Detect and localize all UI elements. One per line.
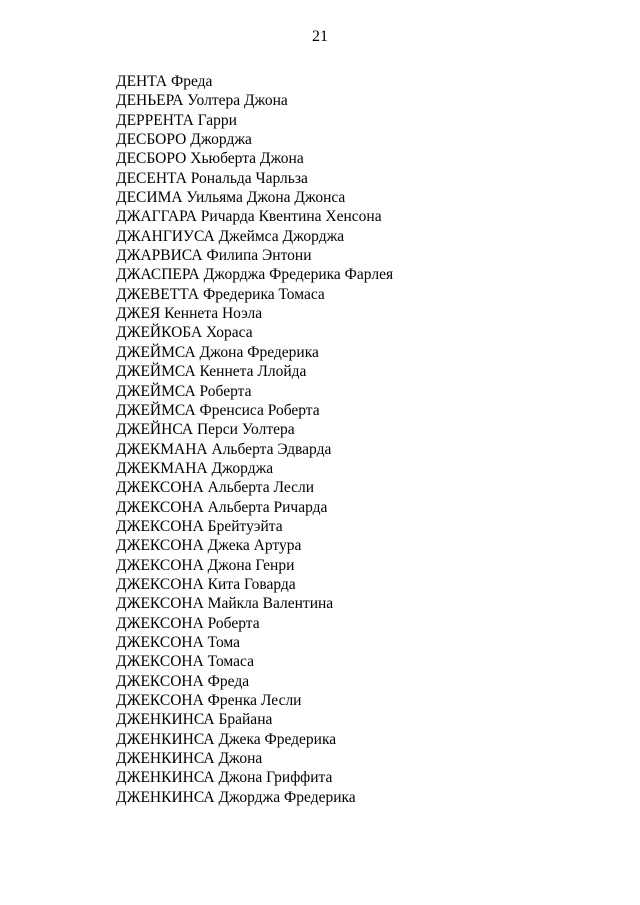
list-item: ДЖЕЙМСА Роберта [116,382,252,400]
list-item: ДЖЕКСОНА Альберта Лесли [116,479,315,497]
list-item: ДЖАНГИУСА Джеймса Джорджа [116,227,345,245]
list-item: ДЖАРВИСА Филипа Энтони [116,247,312,265]
list-item: ДЕСБОРО Джорджа [116,131,252,149]
list-item: ДЕНЬЕРА Уолтера Джона [116,92,288,110]
list-item: ДЖЕЙКОБА Хораса [116,324,253,342]
list-item: ДЖЕЯ Кеннета Ноэла [116,305,263,323]
list-item: ДЖЕКМАНА Джорджа [116,459,274,477]
list-item: ДЖАГГАРА Ричарда Квентина Хенсона [116,208,382,226]
list-item: ДЖЕЙМСА Джона Фредерика [116,343,319,361]
list-item: ДЖАСПЕРА Джорджа Фредерика Фарлея [116,266,394,284]
name-list [116,72,393,807]
list-item: ДЖЕНКИНСА Джорджа Фредерика [116,788,356,806]
list-item: ДЖЕЙНСА Перси Уолтера [116,421,295,439]
list-item: ДЖЕЙМСА Кеннета Ллойда [116,363,307,381]
list-item: ДЖЕКСОНА Брейтуэйта [116,517,283,535]
list-item: ДЖЕКСОНА Роберта [116,614,260,632]
page-number: 21 [312,28,328,45]
list-item: ДЖЕКСОНА Френка Лесли [116,692,302,709]
list-item: ДЖЕЙМСА Френсиса Роберта [116,401,320,419]
list-item: ДЕСИМА Уильяма Джона Джонса [116,189,346,207]
list-item: ДЖЕКСОНА Альберта Ричарда [116,498,328,516]
list-item: ДЕРРЕНТА Гарри [116,111,237,129]
list-item: ДЖЕНКИНСА Джона Гриффита [116,769,333,787]
list-item: ДЖЕКСОНА Джека Артура [116,537,302,555]
list-item: ДЕСЕНТА Рональда Чарльза [116,169,308,187]
list-item: ДЖЕВЕТТА Фредерика Томаса [116,285,325,303]
list-item: ДЖЕКСОНА Тома [116,633,241,651]
list-item: ДЖЕНКИНСА Джона [116,750,263,768]
list-item: ДЕНТА Фреда [116,73,213,90]
list-item: ДЖЕКСОНА Фреда [116,672,250,690]
list-item: ДЖЕКСОНА Кита Говарда [116,575,296,593]
list-item: ДЖЕНКИНСА Брайана [116,711,273,729]
list-item: ДЖЕКСОНА Томаса [116,653,254,671]
list-item: ДЖЕКСОНА Майкла Валентина [116,595,334,613]
list-item: ДЕСБОРО Хьюберта Джона [116,150,304,168]
list-item: ДЖЕКСОНА Джона Генри [116,556,295,574]
list-item: ДЖЕКМАНА Альберта Эдварда [116,440,332,458]
list-item: ДЖЕНКИНСА Джека Фредерика [116,730,337,748]
